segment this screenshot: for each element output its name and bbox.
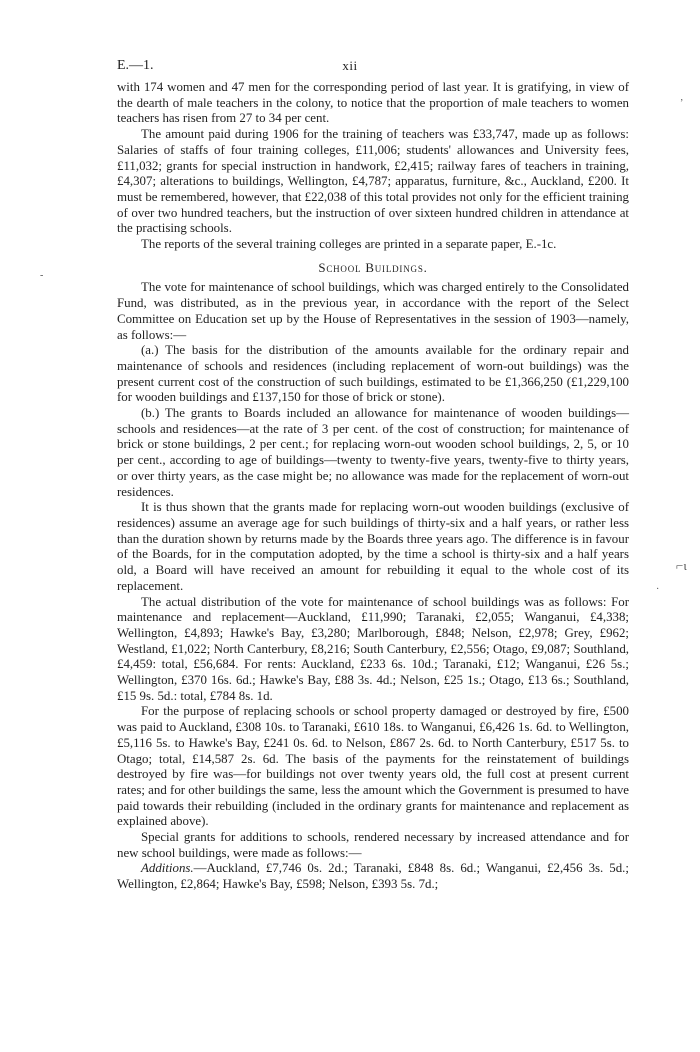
paragraph: with 174 women and 47 men for the corresponding period of last year. It is gratifying, in view of the dearth of male teachers in the colony, to notice that the proportion of male teachers to women teachers has risen from 27 to 34 per cent. (117, 80, 629, 126)
section-heading: School Buildings. (318, 260, 428, 275)
paragraph: The actual distribution of the vote for maintenance of school buildings was as follows: For maintenance and replacement—Auckland, £11,990; Taranaki, £2,055; Wanganui, £4,338; Wellington, £4,893; Hawke's Bay, £3,280; Marlborough, £848; Nelson, £2,978; Grey, £962; Westland, £1,022; North Canterbury, £8,216; South Canterbury, £2,556; Otago, £9,087; Southland, £4,459: total, £56,684. For rents: Auckland, £233 6s. 10d.; Taranaki, £12; Wanganui, £26 5s.; Wellington, £370 16s. 6d.; Hawke's Bay, £88 3s. 4d.; Nelson, £25 1s.; Otago, £13 6s.; Southland, £15 9s. 5d.: total, £784 8s. 1d. (117, 594, 629, 703)
page-number: xii (342, 58, 358, 73)
scan-mark: · (656, 584, 660, 595)
scan-mark: - (40, 270, 44, 281)
paragraph: It is thus shown that the grants made for replacing worn-out wooden buildings (exclusive of residences) assume an average age for such buildings of thirty-six and a half years, or rather less than the duration shown by returns made by the Boards three years ago. The difference is in favour of the Boards, for in the computation adopted, by the time a school is thirty-six and a half years old, a Board will have received an amount for rebuilding it equal to the whole cost of its replacement. (117, 500, 629, 593)
additions-paragraph (117, 861, 629, 892)
paragraph: The amount paid during 1906 for the training of teachers was £33,747, made up as follows: Salaries of staffs of four training colleges, £11,006; students' allowances and University fees, £11,032; grants for special instruction in handwork, £2,415; railway fares of teachers in training, £4,307; alterations to buildings, Wellington, £4,787; apparatus, furniture, &c., Auckland, £200. It must be remembered, however, that £22,038 of this total provides not only for the efficient training of over two hundred teachers, but the instruction of over sixteen hundred children in attendance at the practising schools. (117, 127, 629, 236)
additions-label: Additions. (141, 861, 194, 876)
document-code: E.—1. (117, 58, 154, 73)
paragraph: For the purpose of replacing schools or school property damaged or destroyed by fire, £500 was paid to Auckland, £308 10s. to Taranaki, £610 18s. to Wanganui, £6,426 1s. 6d. to Wellington, £5,116 5s. to Hawke's Bay, £241 0s. 6d. to Nelson, £867 2s. 6d. to North Canterbury, £517 5s. to Otago; total, £14,587 2s. 6d. The basis of the payments for the reinstatement of buildings destroyed by fire was—for buildings not over twenty years old, the full cost at present current rates; and for other buildings the same, less the amount which the Government is presumed to have paid towards their rebuilding (included in the ordinary grants for maintenance and replacement as explained above). (117, 704, 629, 829)
page-header (0, 58, 700, 78)
paragraph: (a.) The basis for the distribution of the amounts available for the ordinary repair and maintenance of schools and residences (including replacement of worn-out buildings) was the present current cost of the construction of such buildings, estimated to be £1,366,250 (£1,229,100 for wooden buildings and £137,150 for those of brick or stone). (117, 343, 629, 405)
paragraph: The reports of the several training colleges are printed in a separate paper, E.-1c. (141, 237, 557, 252)
scan-mark: ⌐ɩ (676, 558, 687, 573)
paragraph: Special grants for additions to schools, rendered necessary by increased attendance and for new school buildings, were made as follows:— (117, 830, 629, 860)
document-body (117, 80, 629, 893)
scan-mark: ʼ (680, 98, 684, 109)
additions-text: —Auckland, £7,746 0s. 2d.; Taranaki, £848 8s. 6d.; Wanganui, £2,456 3s. 5d.; Wellington, £2,864; Hawke's Bay, £598; Nelson, £393 5s. 7d.; (117, 861, 629, 892)
paragraph: The vote for maintenance of school buildings, which was charged entirely to the Consolidated Fund, was distributed, as in the previous year, in accordance with the report of the Select Committee on Education set up by the House of Representatives in the session of 1903—namely, as follows:— (117, 280, 629, 342)
paragraph: (b.) The grants to Boards included an allowance for maintenance of wooden buildings—schools and residences—at the rate of 3 per cent. of the cost of construction; for maintenance of brick or stone buildings, 2 per cent.; for replacing worn-out wooden school buildings, 2, 5, or 10 per cent., according to age of buildings—twenty to twenty-five years, twenty-five to thirty years, or over thirty years, as the case might be; no allowance was made for the replacement of worn-out residences. (117, 406, 629, 499)
